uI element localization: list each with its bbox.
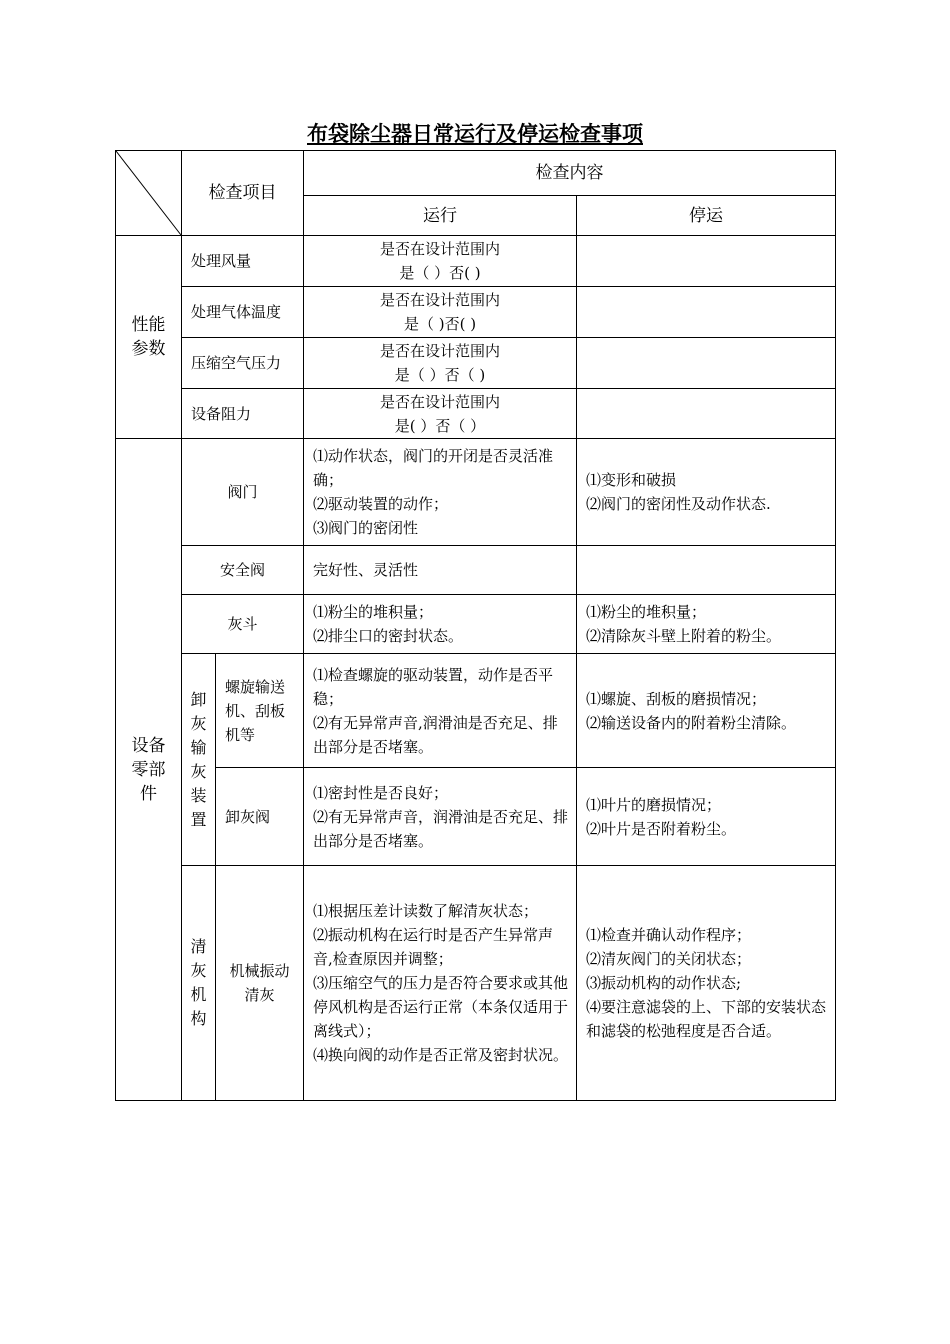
perf-running-line1: 是否在设计范围内 <box>379 392 500 411</box>
diagonal-line <box>116 151 181 235</box>
valve-running-line: ⑶阀门的密闭性 <box>313 519 419 537</box>
valve-running-line: ⑴动作状态，阀门的开闭是否灵活准确； <box>313 447 554 489</box>
conveyor-stopped-line: ⑵输送设备内的附着粉尘清除。 <box>586 713 797 732</box>
perf-running-line1: 是否在设计范围内 <box>379 342 500 360</box>
valve-stopped-line: ⑵阀门的密闭性及动作状态. <box>586 495 771 513</box>
rotary-valve-running <box>304 768 577 866</box>
perf-stopped <box>577 287 836 338</box>
conveyor-running-line: ⑴检查螺旋的驱动装置，动作是否平稳； <box>313 665 554 708</box>
conveyor-item: 螺旋输送机、刮板机等 <box>216 654 304 768</box>
cleaning-running-line: ⑵振动机构在运行时是否产生异常声音,检查原因并调整； <box>313 926 554 968</box>
cleaning-stopped <box>577 866 836 1101</box>
rotary-valve-stopped-line: ⑴叶片的磨损情况； <box>586 795 722 814</box>
hopper-running-line: ⑵排尘口的密封状态。 <box>313 627 464 645</box>
group-performance <box>116 236 182 439</box>
safety-valve-item: 安全阀 <box>182 546 304 595</box>
conveyor-running-line: ⑵有无异常声音,润滑油是否充足、排出部分是否堵塞。 <box>313 713 558 756</box>
rotary-valve-item: 卸灰阀 <box>216 768 304 866</box>
hopper-running <box>304 595 577 654</box>
perf-running-line1: 是否在设计范围内 <box>379 240 500 258</box>
perf-running-line2: 是（ ）否( ) <box>399 264 481 282</box>
safety-valve-stopped <box>577 546 836 595</box>
header-content: 检查内容 <box>304 151 836 196</box>
perf-running-line2: 是（ ）否（ ) <box>394 366 486 384</box>
valve-stopped-line: ⑴变形和破损 <box>586 471 677 489</box>
cleaning-running-line: ⑴根据压差计读数了解清灰状态； <box>313 902 539 920</box>
group-equipment <box>116 439 182 1101</box>
valve-running <box>304 439 577 546</box>
perf-item: 处理风量 <box>182 236 304 287</box>
header-item: 检查项目 <box>182 151 304 236</box>
rotary-valve-running-line: ⑵有无异常声音，润滑油是否充足、排出部分是否堵塞。 <box>313 807 569 850</box>
perf-stopped <box>577 389 836 439</box>
hopper-stopped-line: ⑴粉尘的堆积量； <box>586 603 707 621</box>
perf-item: 设备阻力 <box>182 389 304 439</box>
cleaning-running-line: ⑷换向阀的动作是否正常及密封状况。 <box>313 1046 569 1064</box>
cleaning-stopped-line: ⑵清灰阀门的关闭状态； <box>586 950 752 968</box>
group-equipment-label: 设备零部件 <box>131 735 166 804</box>
safety-valve-running: 完好性、灵活性 <box>304 546 577 595</box>
group-discharge <box>182 654 216 866</box>
cleaning-stopped-line: ⑴检查并确认动作程序； <box>586 926 752 944</box>
conveyor-stopped <box>577 654 836 768</box>
perf-running <box>304 236 577 287</box>
page-title: 布袋除尘器日常运行及停运检查事项 <box>307 122 643 146</box>
perf-item: 处理气体温度 <box>182 287 304 338</box>
cleaning-running <box>304 866 577 1101</box>
perf-running-line1: 是否在设计范围内 <box>379 291 500 309</box>
cleaning-stopped-line: ⑷要注意滤袋的上、下部的安装状态和滤袋的松弛程度是否合适。 <box>586 998 827 1040</box>
rotary-valve-stopped-line: ⑵叶片是否附着粉尘。 <box>586 819 737 838</box>
hopper-stopped-line: ⑵清除灰斗壁上附着的粉尘。 <box>586 627 782 645</box>
cleaning-item: 机械振动清灰 <box>216 866 304 1101</box>
valve-running-line: ⑵驱动装置的动作； <box>313 495 449 513</box>
perf-running <box>304 287 577 338</box>
valve-stopped <box>577 439 836 546</box>
rotary-valve-stopped <box>577 768 836 866</box>
hopper-running-line: ⑴粉尘的堆积量； <box>313 603 434 621</box>
perf-running <box>304 338 577 389</box>
header-running: 运行 <box>304 196 577 236</box>
inspection-table <box>115 150 836 1101</box>
rotary-valve-running-line: ⑴密封性是否良好； <box>313 783 449 802</box>
perf-stopped <box>577 236 836 287</box>
perf-stopped <box>577 338 836 389</box>
cleaning-running-line: ⑶压缩空气的压力是否符合要求或其他停风机构是否运行正常（本条仅适用于离线式）； <box>313 974 569 1040</box>
group-discharge-label: 卸灰输灰装置 <box>190 689 207 829</box>
group-performance-label: 性能参数 <box>131 315 166 359</box>
diagonal-corner-cell <box>116 151 182 236</box>
perf-running-line2: 是（ )否( ) <box>403 315 477 333</box>
valve-item: 阀门 <box>182 439 304 546</box>
conveyor-stopped-line: ⑴螺旋、刮板的磨损情况； <box>586 689 767 708</box>
perf-item: 压缩空气压力 <box>182 338 304 389</box>
perf-running-line2: 是( ）否（ ） <box>394 416 486 435</box>
group-cleaning <box>182 866 216 1101</box>
hopper-item: 灰斗 <box>182 595 304 654</box>
header-stopped: 停运 <box>577 196 836 236</box>
hopper-stopped <box>577 595 836 654</box>
group-cleaning-label: 清灰机构 <box>190 937 207 1028</box>
perf-running <box>304 389 577 439</box>
cleaning-stopped-line: ⑶振动机构的动作状态; <box>586 974 742 992</box>
conveyor-running <box>304 654 577 768</box>
